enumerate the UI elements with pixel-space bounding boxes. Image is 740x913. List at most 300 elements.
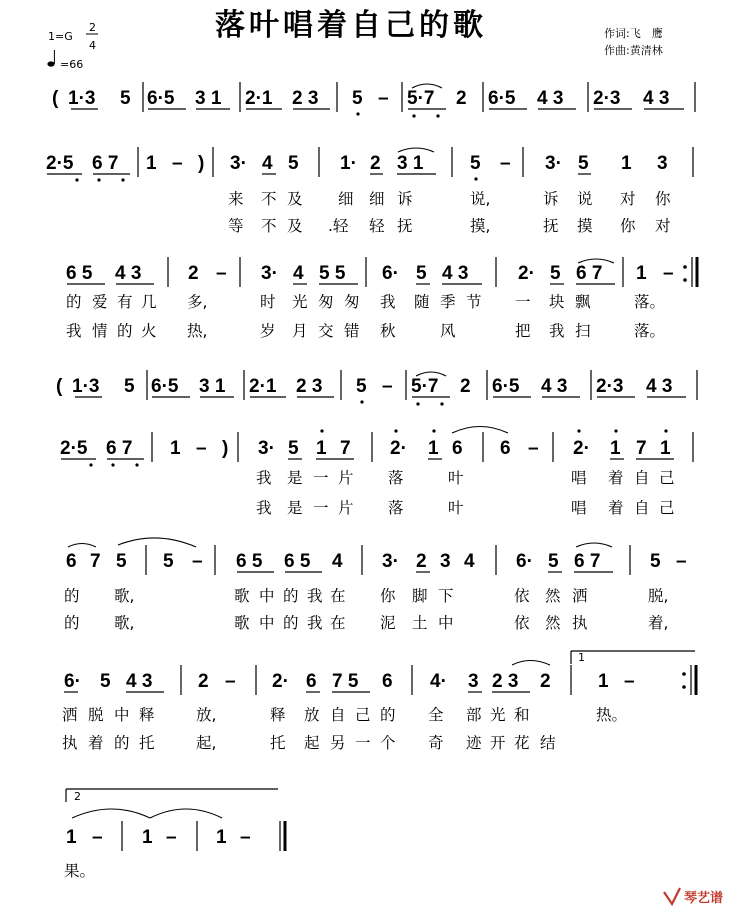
tie-slur <box>512 661 550 666</box>
lyric: 光 <box>490 706 506 724</box>
lyric: 开 <box>490 734 506 752</box>
note: 5 <box>352 88 363 109</box>
note: 6 5 <box>66 263 93 284</box>
lyric: 全 <box>428 706 444 724</box>
note: ( <box>52 88 59 109</box>
note: 5 <box>356 376 367 397</box>
lyric: 一 <box>355 734 371 752</box>
lyric: 落。 <box>634 322 666 340</box>
note: 6 5 <box>236 551 263 572</box>
lyric: 结 <box>540 734 556 752</box>
lyric: 释 <box>270 706 286 724</box>
final-barline <box>280 821 285 851</box>
lyric: 摸 <box>577 217 593 235</box>
lyric: 多, <box>187 293 208 311</box>
lyric: 我 <box>307 614 323 632</box>
lyric: 块 <box>549 293 565 311</box>
note: 4 3 <box>646 376 673 397</box>
lyric: 释 <box>139 706 155 724</box>
octave-dot <box>614 429 617 432</box>
lyric: 另 <box>330 734 346 752</box>
lyric: 热, <box>187 322 208 340</box>
lyric: 然 <box>545 614 561 632</box>
lyric: 迹 <box>466 734 482 752</box>
lyric: 我 <box>256 469 272 487</box>
lyric: 放, <box>196 706 217 724</box>
octave-dot <box>416 402 419 405</box>
lyric: 奇 <box>428 734 444 752</box>
lyric: 随 <box>414 293 430 311</box>
lyric: 歌 <box>234 587 250 605</box>
note: 5 <box>470 153 481 174</box>
note: 6·5 <box>147 88 175 109</box>
lyric: 叶 <box>448 499 464 517</box>
note: 2 3 <box>492 671 519 692</box>
time-signature-top: 2 <box>89 21 96 34</box>
note: 6·5 <box>492 376 520 397</box>
lyric: 不 <box>261 190 277 208</box>
note: 4 <box>262 153 273 174</box>
note: – <box>663 263 674 284</box>
octave-dot <box>111 463 114 466</box>
system-4 <box>56 370 697 406</box>
note: 1 <box>428 438 439 459</box>
lyric: 部 <box>466 706 482 724</box>
note: 3 1 <box>199 376 226 397</box>
note: 6 <box>66 551 77 572</box>
lyric: 错 <box>344 322 360 340</box>
note: 4 3 <box>537 88 564 109</box>
lyricist-credit: 作词:飞 鹰 <box>604 27 663 40</box>
lyric: 着 <box>88 734 104 752</box>
lyric: 细 <box>369 190 385 208</box>
note: 3 <box>468 671 479 692</box>
lyric: 来 <box>228 190 244 208</box>
note: 6 7 <box>92 153 119 174</box>
note: 2·3 <box>596 376 624 397</box>
note: – <box>528 438 539 459</box>
octave-dot <box>440 402 443 405</box>
site-logo-text: 琴艺谱 <box>684 891 724 906</box>
tempo-marking: =66 <box>60 58 84 71</box>
lyric: 洒 <box>62 706 78 724</box>
note: 5 <box>163 551 174 572</box>
note: 5 <box>548 551 559 572</box>
note: 2·5 <box>60 438 88 459</box>
note: – <box>500 153 511 174</box>
octave-dot <box>356 112 359 115</box>
note: 5 <box>288 153 299 174</box>
note: – <box>378 88 389 109</box>
note: 5 <box>416 263 427 284</box>
note: 2·1 <box>245 88 273 109</box>
lyric: 摸, <box>470 217 491 235</box>
note: 6· <box>516 551 533 572</box>
lyric: 着 <box>608 499 624 517</box>
note: 1 <box>66 827 77 848</box>
tie-slur <box>150 809 222 818</box>
lyric: 几 <box>141 293 157 311</box>
lyric: 中 <box>259 587 275 605</box>
note: ( <box>56 376 63 397</box>
lyric: 说, <box>470 190 491 208</box>
lyric: 岁 <box>260 322 276 340</box>
lyric: .轻 <box>328 217 349 235</box>
note: 3 1 <box>195 88 222 109</box>
note: 1 <box>598 671 609 692</box>
lyric: 洒 <box>572 587 588 605</box>
lyric: 匆 <box>344 293 360 311</box>
lyric: 诉 <box>543 190 559 208</box>
lyric: 是 <box>287 469 303 487</box>
note: 7 <box>340 438 351 459</box>
system-8 <box>64 789 285 880</box>
lyric: 匆 <box>318 293 334 311</box>
lyric: 有 <box>117 293 133 311</box>
note: 1 <box>316 438 327 459</box>
lyric: 季 <box>440 293 456 311</box>
lyric: 对 <box>655 217 671 235</box>
lyric: 自 <box>634 469 650 487</box>
lyric: 的 <box>283 587 299 605</box>
note: 2 <box>416 551 427 572</box>
note: 5·7 <box>407 88 435 109</box>
lyric: 的 <box>64 587 80 605</box>
lyric: 在 <box>330 587 346 605</box>
note: 1 <box>170 438 181 459</box>
lyric: 的 <box>380 706 396 724</box>
lyric: 在 <box>330 614 346 632</box>
lyric: 情 <box>92 322 108 340</box>
tie-slur <box>72 809 150 818</box>
lyric: 脱 <box>88 706 104 724</box>
lyric: 花 <box>514 734 530 752</box>
octave-dot <box>664 429 667 432</box>
lyric: 一 <box>313 499 329 517</box>
system-2 <box>46 147 693 235</box>
octave-dot <box>320 429 323 432</box>
lyric: 自 <box>634 499 650 517</box>
song-title: 落叶唱着自己的歌 <box>215 8 487 43</box>
note: 6 <box>306 671 317 692</box>
lyric: 风 <box>440 322 456 340</box>
note: 7 5 <box>332 671 359 692</box>
lyric: 着 <box>608 469 624 487</box>
lyric: 时 <box>260 293 276 311</box>
note: 4 3 <box>115 263 142 284</box>
lyric: 细 <box>338 190 354 208</box>
lyric: 你 <box>655 190 671 208</box>
note: 2·3 <box>593 88 621 109</box>
note: 1 <box>660 438 671 459</box>
note: 6 <box>452 438 463 459</box>
note: 4· <box>430 671 447 692</box>
note: 3· <box>230 153 247 174</box>
repeat-end-sign <box>683 257 697 287</box>
lyric: 轻 <box>369 217 385 235</box>
lyric: 我 <box>549 322 565 340</box>
lyric: 唱 <box>571 499 587 517</box>
lyric: 月 <box>292 322 308 340</box>
note: 6 5 <box>284 551 311 572</box>
note: 2· <box>390 438 407 459</box>
octave-dot <box>97 178 100 181</box>
lyric: 飘 <box>575 293 591 311</box>
note: 5 <box>116 551 127 572</box>
note: 6·5 <box>151 376 179 397</box>
note: 2 <box>456 88 467 109</box>
note: 2 <box>370 153 381 174</box>
note: 5 <box>578 153 589 174</box>
lyric: 果。 <box>64 862 96 880</box>
note: 5 <box>550 263 561 284</box>
svg-text:2: 2 <box>74 790 81 803</box>
note: ) <box>198 153 205 174</box>
lyric: 抚 <box>543 217 559 235</box>
lyric: 歌, <box>114 587 135 605</box>
note: ) <box>222 438 229 459</box>
octave-dot <box>135 463 138 466</box>
note: 4 3 <box>442 263 469 284</box>
lyric: 唱 <box>571 469 587 487</box>
note: 5 <box>124 376 135 397</box>
volta-1-bracket <box>571 651 695 664</box>
lyric: 依 <box>514 614 530 632</box>
lyric: 一 <box>515 293 531 311</box>
note: 3 <box>440 551 451 572</box>
note: – <box>382 376 393 397</box>
note: 2 3 <box>296 376 323 397</box>
note: 2·1 <box>249 376 277 397</box>
lyric: 我 <box>256 499 272 517</box>
note: 2· <box>573 438 590 459</box>
note: 2 <box>540 671 551 692</box>
lyric: 放 <box>304 706 320 724</box>
octave-dot <box>394 429 397 432</box>
system-5 <box>60 427 693 518</box>
note: 6· <box>382 263 399 284</box>
lyric: 己 <box>659 499 675 517</box>
note: 4 3 <box>643 88 670 109</box>
lyric: 下 <box>438 587 454 605</box>
octave-dot <box>89 463 92 466</box>
lyric: 是 <box>287 499 303 517</box>
note: 1· <box>340 153 357 174</box>
note: 3· <box>258 438 275 459</box>
note: 6 7 <box>106 438 133 459</box>
tie-slur <box>118 538 196 547</box>
note: 6 <box>382 671 393 692</box>
composer-credit: 作曲:黄清林 <box>604 44 663 57</box>
octave-dot <box>474 177 477 180</box>
lyric: 歌, <box>114 614 135 632</box>
lyric: 对 <box>620 190 636 208</box>
note: 6 7 <box>576 263 603 284</box>
lyric: 我 <box>380 293 396 311</box>
lyric: 中 <box>438 614 454 632</box>
lyric: 及 <box>287 217 303 235</box>
lyric: 泥 <box>380 614 396 632</box>
note: – <box>240 827 251 848</box>
repeat-end-sign <box>682 665 696 695</box>
lyric: 托 <box>139 734 155 752</box>
octave-dot <box>121 178 124 181</box>
lyric: 不 <box>261 217 277 235</box>
lyric: 土 <box>412 614 428 632</box>
system-1 <box>52 82 695 118</box>
tie-slur <box>68 544 96 548</box>
note: – <box>166 827 177 848</box>
lyric: 脱, <box>648 587 669 605</box>
lyric: 我 <box>66 322 82 340</box>
svg-text:1: 1 <box>578 651 585 664</box>
octave-dot <box>432 429 435 432</box>
lyric: 及 <box>287 190 303 208</box>
lyric: 落 <box>388 499 404 517</box>
note: 2 <box>460 376 471 397</box>
logo-mark-icon <box>664 888 680 904</box>
tie-slur <box>576 543 612 547</box>
lyric: 秋 <box>380 322 396 340</box>
lyric: 片 <box>338 469 354 487</box>
note: 5 <box>100 671 111 692</box>
note: 7 <box>90 551 101 572</box>
note: 2 3 <box>292 88 319 109</box>
lyric: 叶 <box>448 469 464 487</box>
note: – <box>92 827 103 848</box>
lyric: 火 <box>141 322 157 340</box>
note: 1 <box>146 153 157 174</box>
lyric: 依 <box>514 587 530 605</box>
note: 6· <box>64 671 81 692</box>
key-signature: 1=G <box>48 30 73 43</box>
lyric: 执 <box>572 614 588 632</box>
note: – <box>216 263 227 284</box>
volta-2-bracket <box>66 789 278 803</box>
note: 5 <box>650 551 661 572</box>
octave-dot <box>360 400 363 403</box>
note: 1 <box>636 263 647 284</box>
note: 7 <box>636 438 647 459</box>
lyric: 把 <box>515 322 531 340</box>
note: – <box>192 551 203 572</box>
lyric: 己 <box>659 469 675 487</box>
note: 3 1 <box>397 153 424 174</box>
lyric: 己 <box>355 706 371 724</box>
lyric: 歌 <box>234 614 250 632</box>
lyric: 和 <box>514 706 530 724</box>
site-logo <box>664 888 723 906</box>
lyric: 着, <box>648 614 669 632</box>
note: 2· <box>272 671 289 692</box>
lyric: 起, <box>196 734 217 752</box>
lyric: 诉 <box>397 190 413 208</box>
lyric: 抚 <box>397 217 413 235</box>
note: 5 5 <box>319 263 346 284</box>
lyric: 落。 <box>634 293 666 311</box>
octave-dot <box>436 114 439 117</box>
system-6 <box>64 538 687 632</box>
octave-dot <box>412 114 415 117</box>
note: 3 <box>657 153 668 174</box>
lyric: 爱 <box>92 293 108 311</box>
note: 1·3 <box>72 376 100 397</box>
note: 5·7 <box>411 376 439 397</box>
note: 6 <box>500 438 511 459</box>
lyric: 执 <box>62 734 78 752</box>
note: 4 <box>464 551 475 572</box>
lyric: 你 <box>620 217 636 235</box>
octave-dot <box>577 429 580 432</box>
lyric: 片 <box>338 499 354 517</box>
quarter-note-icon <box>47 50 54 67</box>
system-3 <box>66 257 697 340</box>
note: – <box>196 438 207 459</box>
note: 3· <box>382 551 399 572</box>
lyric: 落 <box>388 469 404 487</box>
lyric: 自 <box>330 706 346 724</box>
note: – <box>225 671 236 692</box>
note: 4 <box>332 551 343 572</box>
note: 2· <box>518 263 535 284</box>
system-7 <box>62 651 696 752</box>
tie-slur <box>452 427 508 434</box>
lyric: 个 <box>380 734 396 752</box>
lyric: 的 <box>66 293 82 311</box>
lyric: 托 <box>270 734 286 752</box>
lyric: 的 <box>283 614 299 632</box>
note: 5 <box>120 88 131 109</box>
lyric: 我 <box>307 587 323 605</box>
note: 6 7 <box>574 551 601 572</box>
note: 4 3 <box>126 671 153 692</box>
lyric: 交 <box>318 322 334 340</box>
note: 5 <box>288 438 299 459</box>
lyric: 的 <box>64 614 80 632</box>
note: 4 3 <box>541 376 568 397</box>
lyric: 等 <box>228 217 244 235</box>
lyric: 说 <box>577 190 593 208</box>
note: 2 <box>188 263 199 284</box>
note: 3· <box>545 153 562 174</box>
lyric: 的 <box>114 734 130 752</box>
lyric: 光 <box>292 293 308 311</box>
lyric: 热。 <box>596 706 628 724</box>
note: 1 <box>216 827 227 848</box>
note: 1 <box>142 827 153 848</box>
note: 4 <box>293 263 304 284</box>
lyric: 然 <box>545 587 561 605</box>
lyric: 中 <box>114 706 130 724</box>
lyric: 起 <box>304 734 320 752</box>
time-signature-bottom: 4 <box>89 39 96 52</box>
note: 6·5 <box>488 88 516 109</box>
note: 1 <box>610 438 621 459</box>
note: 1 <box>621 153 632 174</box>
lyric: 你 <box>380 587 396 605</box>
lyric: 的 <box>117 322 133 340</box>
lyric: 脚 <box>412 587 428 605</box>
lyric: 一 <box>313 469 329 487</box>
note: – <box>676 551 687 572</box>
note: 2·5 <box>46 153 74 174</box>
lyric: 扫 <box>575 322 591 340</box>
note: – <box>172 153 183 174</box>
note: 3· <box>261 263 278 284</box>
octave-dot <box>75 178 78 181</box>
note: 2 <box>198 671 209 692</box>
lyric: 中 <box>259 614 275 632</box>
